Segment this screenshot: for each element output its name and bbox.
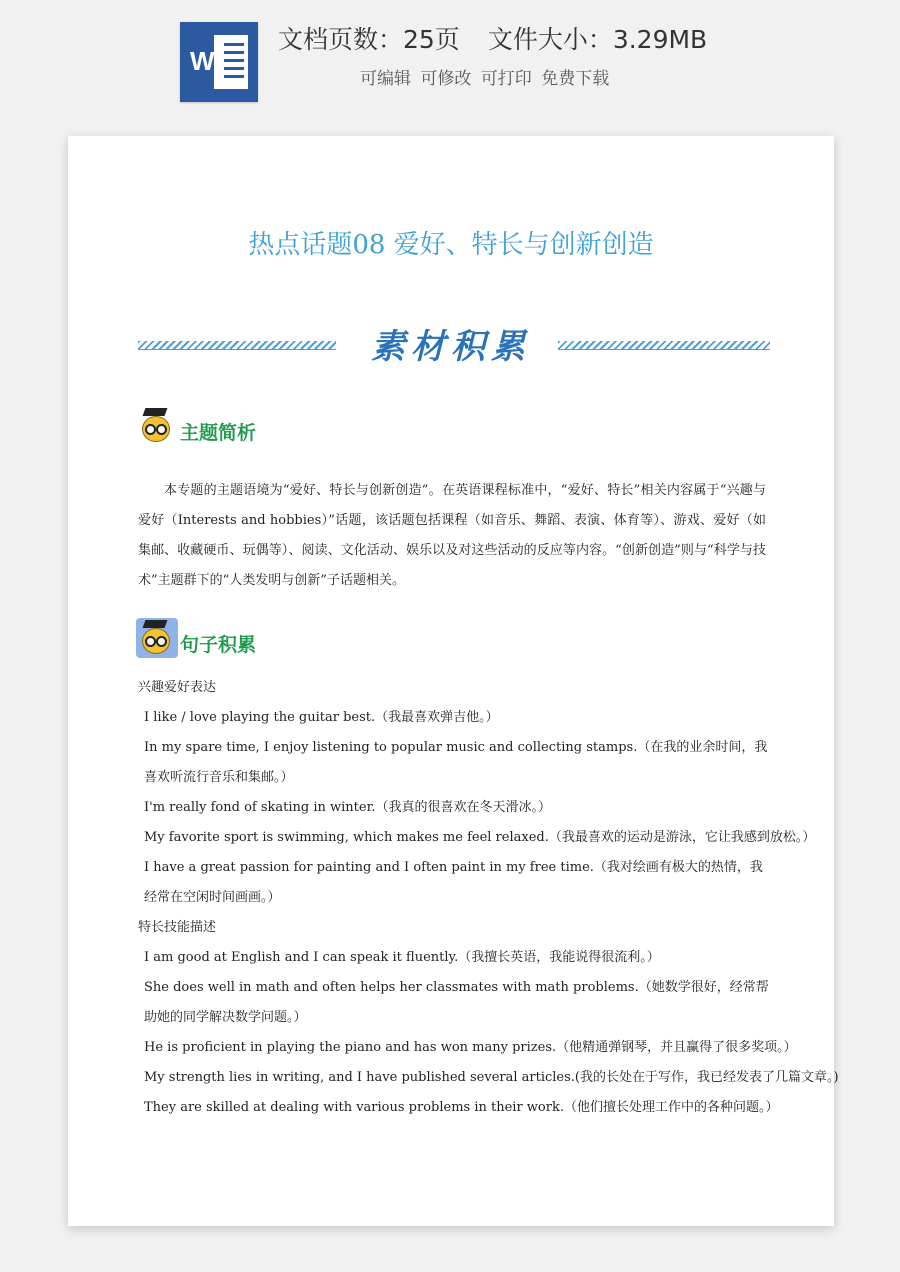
sentence-item: I am good at English and I can speak it fluently.（我擅长英语，我能说得很流利。）	[144, 950, 660, 965]
sentence-item: He is proficient in playing the piano and has won many prizes.（他精通弹钢琴，并且赢得了很多奖项。）	[144, 1040, 797, 1055]
theme-paragraph: 本专题的主题语境为“爱好、特长与创新创造”。在英语课程标准中，“爱好、特长”相关内容属于“兴趣与爱好（Interests and hobbies）”话题，该话题包括课程（如音乐、舞蹈、表演、体育等）、游戏、爱好（如集邮、收藏硬币、玩偶等）、阅读、文化活动、娱乐以及对这些活动的反应等内容。“创新创造”则与“科学与技术”主题群下的“人类发明与创新”子话题相关。	[138, 483, 766, 588]
document-title: 热点话题08 爱好、特长与创新创造	[248, 230, 654, 260]
word-document-icon	[180, 22, 258, 102]
group-label-skills: 特长技能描述	[138, 920, 217, 935]
section-banner: 素材积累	[371, 327, 531, 367]
sentence-item: My strength lies in writing, and I have published several articles.(我的长处在于写作，我已经发表了几篇文章。)	[144, 1070, 839, 1085]
banner-divider-right	[558, 341, 770, 350]
section-heading-sentences	[136, 618, 436, 662]
sentence-item: I'm really fond of skating in winter.（我真的很喜欢在冬天滑冰。）	[144, 800, 552, 815]
sentence-item: I like / love playing the guitar best.（我最喜欢弹吉他。）	[144, 710, 499, 725]
section-title: 主题简析	[180, 422, 257, 444]
feature-list: 可编辑 可修改 可打印 免费下载	[360, 69, 610, 89]
banner-divider-left	[138, 341, 336, 350]
document-page	[68, 136, 839, 1226]
file-size: 文件大小：3.29MB	[487, 25, 708, 54]
file-info	[278, 22, 878, 58]
download-header	[0, 0, 900, 120]
sentence-item: I have a great passion for painting and I often paint in my free time.（我对绘画有极大的热情，我经常在空闲时间画画。）	[144, 860, 763, 905]
group-label-hobbies: 兴趣爱好表达	[138, 680, 217, 695]
scholar-mascot-icon	[136, 618, 178, 658]
section-heading-theme	[136, 406, 436, 450]
sentence-item: My favorite sport is swimming, which makes me feel relaxed.（我最喜欢的运动是游泳，它让我感到放松。）	[144, 830, 816, 845]
sentence-item: In my spare time, I enjoy listening to popular music and collecting stamps.（在我的业余时间，我喜欢听流行音乐和集邮。）	[144, 740, 768, 785]
section-title: 句子积累	[180, 634, 257, 656]
page-count: 文档页数：25页	[278, 25, 460, 54]
scholar-mascot-icon	[136, 406, 178, 446]
sentence-item: She does well in math and often helps her classmates with math problems.（她数学很好，经常帮助她的同学解决数学问题。）	[144, 980, 769, 1025]
word-letter: W	[190, 46, 215, 76]
sentence-item: They are skilled at dealing with various problems in their work.（他们擅长处理工作中的各种问题。）	[144, 1100, 779, 1115]
